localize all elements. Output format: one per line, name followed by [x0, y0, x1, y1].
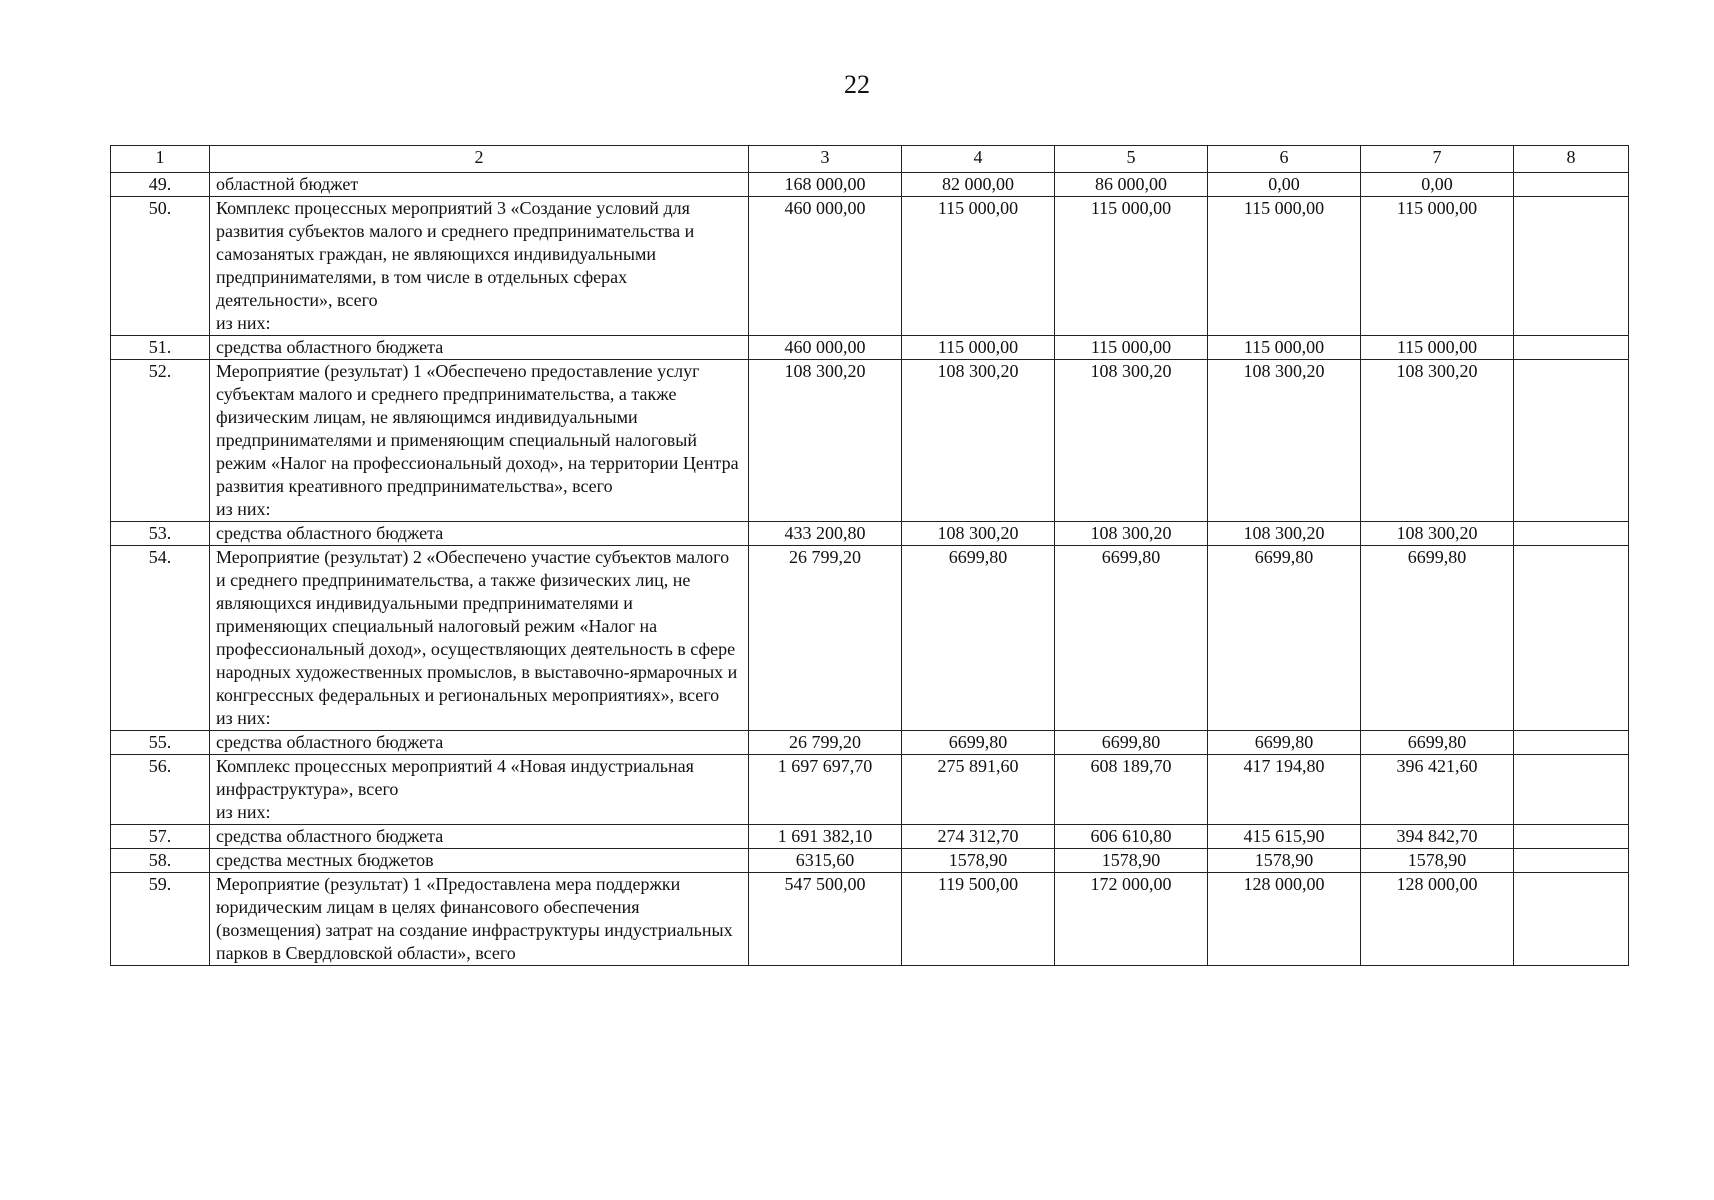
value-col-7: 108 300,20 [1361, 522, 1514, 546]
value-col-6: 417 194,80 [1208, 755, 1361, 825]
value-col-5: 6699,80 [1055, 546, 1208, 731]
header-row [111, 146, 1629, 173]
value-col-6: 115 000,00 [1208, 197, 1361, 336]
value-col-4: 6699,80 [902, 546, 1055, 731]
row-number: 53. [111, 522, 210, 546]
row-number: 59. [111, 873, 210, 966]
table-row [111, 731, 1629, 755]
value-col-6: 1578,90 [1208, 849, 1361, 873]
value-col-7: 1578,90 [1361, 849, 1514, 873]
row-number: 55. [111, 731, 210, 755]
value-col-5: 86 000,00 [1055, 173, 1208, 197]
value-col-6: 115 000,00 [1208, 336, 1361, 360]
value-col-7: 394 842,70 [1361, 825, 1514, 849]
value-col-3: 547 500,00 [749, 873, 902, 966]
value-col-3: 460 000,00 [749, 197, 902, 336]
row-name: Мероприятие (результат) 1 «Предоставлена мера поддержки юридическим лицам в целях финансового обеспечения (возмещения) затрат на создание инфраструктуры индустриальных парков в Свердловской области», всего [210, 873, 749, 966]
value-col-4: 115 000,00 [902, 197, 1055, 336]
value-col-5: 1578,90 [1055, 849, 1208, 873]
table-row [111, 873, 1629, 966]
value-col-5: 6699,80 [1055, 731, 1208, 755]
column-header-3: 3 [749, 146, 902, 173]
row-number: 50. [111, 197, 210, 336]
value-col-4: 115 000,00 [902, 336, 1055, 360]
row-name: Комплекс процессных мероприятий 3 «Создание условий для развития субъектов малого и среднего предпринимательства и самозанятых граждан, не являющихся индивидуальными предпринимателями, в том числе в отдельных сферах деятельности», всего из них: [210, 197, 749, 336]
value-col-7: 108 300,20 [1361, 360, 1514, 522]
table-row [111, 197, 1629, 336]
value-col-5: 108 300,20 [1055, 522, 1208, 546]
table-row [111, 360, 1629, 522]
row-number: 58. [111, 849, 210, 873]
table-header [111, 146, 1629, 173]
value-col-8 [1514, 731, 1629, 755]
row-name: Комплекс процессных мероприятий 4 «Новая индустриальная инфраструктура», всего из них: [210, 755, 749, 825]
row-number: 49. [111, 173, 210, 197]
column-header-6: 6 [1208, 146, 1361, 173]
value-col-5: 108 300,20 [1055, 360, 1208, 522]
row-name: средства областного бюджета [210, 522, 749, 546]
row-number: 51. [111, 336, 210, 360]
value-col-4: 274 312,70 [902, 825, 1055, 849]
value-col-4: 82 000,00 [902, 173, 1055, 197]
value-col-8 [1514, 360, 1629, 522]
row-number: 56. [111, 755, 210, 825]
column-header-8: 8 [1514, 146, 1629, 173]
value-col-7: 0,00 [1361, 173, 1514, 197]
row-name: средства областного бюджета [210, 825, 749, 849]
table-row [111, 825, 1629, 849]
row-name: средства областного бюджета [210, 731, 749, 755]
page-number: 22 [844, 70, 870, 99]
value-col-7: 6699,80 [1361, 546, 1514, 731]
value-col-3: 26 799,20 [749, 731, 902, 755]
table-row [111, 173, 1629, 197]
row-number: 57. [111, 825, 210, 849]
value-col-5: 606 610,80 [1055, 825, 1208, 849]
value-col-5: 115 000,00 [1055, 197, 1208, 336]
value-col-8 [1514, 336, 1629, 360]
value-col-3: 460 000,00 [749, 336, 902, 360]
value-col-7: 128 000,00 [1361, 873, 1514, 966]
value-col-4: 275 891,60 [902, 755, 1055, 825]
value-col-8 [1514, 755, 1629, 825]
value-col-6: 108 300,20 [1208, 360, 1361, 522]
row-number: 52. [111, 360, 210, 522]
row-number: 54. [111, 546, 210, 731]
value-col-5: 172 000,00 [1055, 873, 1208, 966]
value-col-3: 168 000,00 [749, 173, 902, 197]
value-col-3: 433 200,80 [749, 522, 902, 546]
value-col-4: 108 300,20 [902, 522, 1055, 546]
value-col-4: 1578,90 [902, 849, 1055, 873]
table-row [111, 849, 1629, 873]
column-header-5: 5 [1055, 146, 1208, 173]
row-name: Мероприятие (результат) 1 «Обеспечено предоставление услуг субъектам малого и среднего предпринимательства, а также физическим лицам, не являющимся индивидуальными предпринимателями и применяющим специальный налоговый режим «Налог на профессиональный доход», на территории Центра развития креативного предпринимательства», всего из них: [210, 360, 749, 522]
value-col-6: 0,00 [1208, 173, 1361, 197]
value-col-3: 1 697 697,70 [749, 755, 902, 825]
value-col-6: 128 000,00 [1208, 873, 1361, 966]
value-col-4: 108 300,20 [902, 360, 1055, 522]
value-col-7: 396 421,60 [1361, 755, 1514, 825]
value-col-4: 6699,80 [902, 731, 1055, 755]
value-col-7: 115 000,00 [1361, 197, 1514, 336]
row-name: средства областного бюджета [210, 336, 749, 360]
value-col-8 [1514, 173, 1629, 197]
value-col-4: 119 500,00 [902, 873, 1055, 966]
value-col-8 [1514, 825, 1629, 849]
table-body [111, 173, 1629, 966]
column-header-7: 7 [1361, 146, 1514, 173]
row-name: областной бюджет [210, 173, 749, 197]
row-name: Мероприятие (результат) 2 «Обеспечено участие субъектов малого и среднего предпринимательства, а также физических лиц, не являющихся индивидуальными предпринимателями и применяющих специальный налоговый режим «Налог на профессиональный доход», осуществляющих деятельность в сфере народных художественных промыслов, в выставочно-ярмарочных и конгрессных федеральных и региональных мероприятиях», всего из них: [210, 546, 749, 731]
row-name: средства местных бюджетов [210, 849, 749, 873]
value-col-6: 108 300,20 [1208, 522, 1361, 546]
value-col-3: 26 799,20 [749, 546, 902, 731]
table-row [111, 522, 1629, 546]
budget-table [110, 145, 1629, 966]
value-col-6: 6699,80 [1208, 731, 1361, 755]
table-row [111, 546, 1629, 731]
value-col-5: 608 189,70 [1055, 755, 1208, 825]
column-header-1: 1 [111, 146, 210, 173]
table-row [111, 336, 1629, 360]
value-col-8 [1514, 873, 1629, 966]
value-col-7: 115 000,00 [1361, 336, 1514, 360]
value-col-8 [1514, 197, 1629, 336]
table-row [111, 755, 1629, 825]
value-col-6: 415 615,90 [1208, 825, 1361, 849]
value-col-6: 6699,80 [1208, 546, 1361, 731]
value-col-5: 115 000,00 [1055, 336, 1208, 360]
value-col-8 [1514, 546, 1629, 731]
column-header-4: 4 [902, 146, 1055, 173]
value-col-3: 6315,60 [749, 849, 902, 873]
column-header-2: 2 [210, 146, 749, 173]
value-col-8 [1514, 522, 1629, 546]
value-col-8 [1514, 849, 1629, 873]
value-col-7: 6699,80 [1361, 731, 1514, 755]
value-col-3: 1 691 382,10 [749, 825, 902, 849]
value-col-3: 108 300,20 [749, 360, 902, 522]
